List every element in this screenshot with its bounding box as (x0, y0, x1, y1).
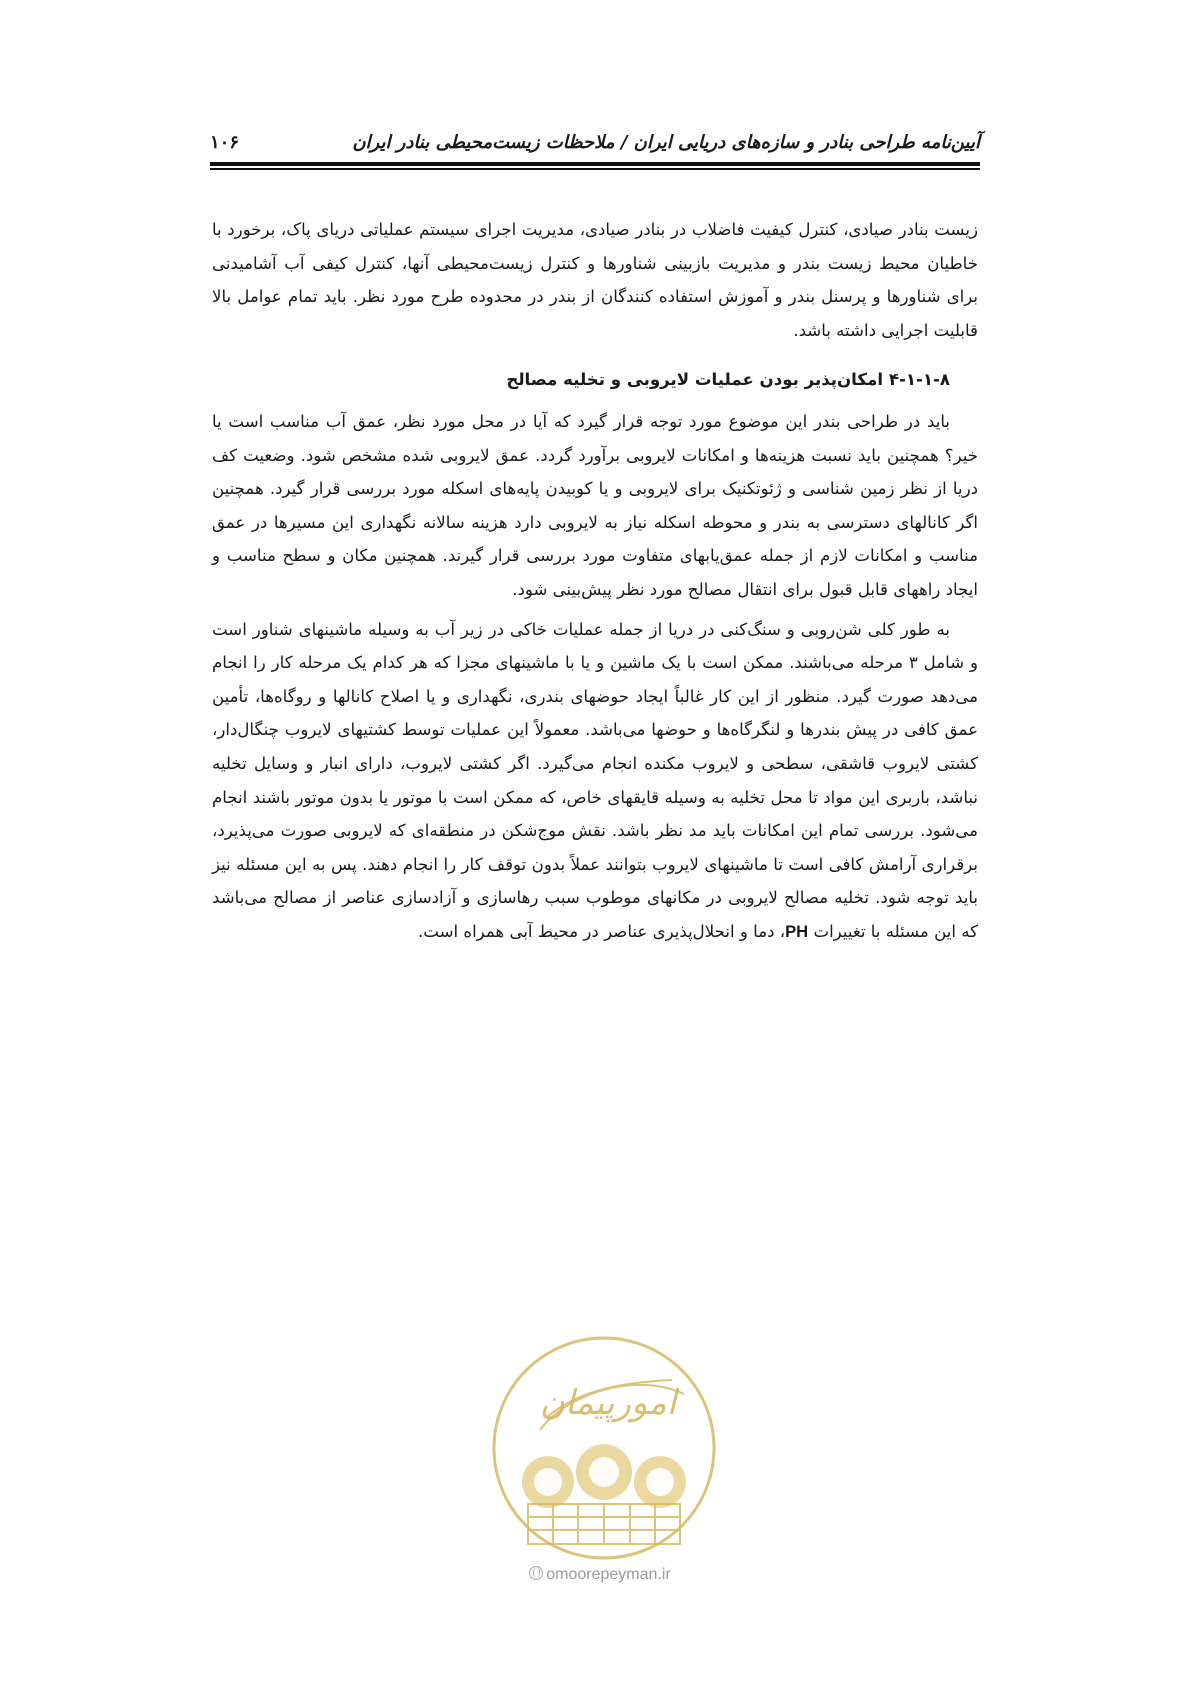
watermark-logo-text: امورپیمان (539, 1383, 677, 1423)
paragraph-1: زیست بنادر صیادی، کنترل کیفیت فاضلاب در بنادر صیادی، مدیریت اجرای سیستم عملیاتی دریای پاک، برخورد با خاطیان محیط زیست بندر و مدیریت بازبینی شناورها و کنترل زیست‌محیطی آنها، کنترل کیفی آب آشامیدنی برای شناورها و پرسنل بندر و آموزش استفاده کنندگان از بندر در محدوده طرح مورد نظر. باید تمام عوامل بالا قابلیت اجرایی داشته باشد. (212, 220, 978, 340)
paragraph-3 (212, 613, 978, 949)
watermark-logo (488, 1332, 720, 1564)
paragraph-3-end: ، دما و انحلال‌پذیری عناصر در محیط آبی همراه است. (418, 921, 786, 941)
watermark-url-text: omoorepeyman.ir (546, 1566, 671, 1583)
globe-icon (529, 1566, 543, 1580)
header-title: آیین‌نامه طراحی بنادر و سازه‌های دریایی ایران / ملاحظات زیست‌محیطی بنادر ایران (352, 132, 980, 153)
header-rule-thick (210, 162, 980, 166)
watermark-url (470, 1566, 730, 1584)
paragraph-3-text: به طور کلی شن‌روبی و سنگ‌کنی در دریا از جمله عملیات خاکی در زیر آب به وسیله ماشینهای شناور است و شامل ۳ مرحله می‌باشند. ممکن است با یک ماشین و یا با ماشینهای مجزا که هر کدام یک مرحله کار را انجام می‌دهد صورت گیرد. منظور از این کار غالباً ایجاد حوضهای بندری، نگهداری و یا اصلاح کانالها و روگاه‌ها، تأمین عمق کافی در پیش بندرها و لنگرگاه‌ها و حوضها می‌باشد. معمولاً این عملیات توسط کشتیهای لایروب چنگال‌دار، کشتی لایروب قاشقی، سطحی و لایروب مکنده انجام می‌گیرد. اگر کشتی لایروب، دارای انبار و وسایل تخلیه نباشد، باربری این مواد تا محل تخلیه به وسیله قایقهای خاص، که ممکن است با موتور یا بدون موتور باشند انجام می‌شود. بررسی تمام این امکانات باید مد نظر باشد. نقش موج‌شکن در منطقه‌ای که لایروبی صورت می‌پذیرد، برقراری آرامش کافی است تا ماشینهای لایروب بتوانند عملاً بدون توقف کار را انجام دهند. پس به این مسئله نیز باید توجه شود. تخلیه مصالح لایروبی در مکانهای موطوب سبب رهاسازی و آزادسازی عناصر از مصالح می‌باشد که این مسئله با تغییرات (212, 619, 978, 941)
running-header (210, 128, 980, 158)
body-text (212, 213, 978, 948)
page-number: ۱۰۶ (210, 132, 240, 153)
section-heading: ۴-۱-۱-۸ امکان‌پذیر بودن عملیات لایروبی و تخلیه مصالح (506, 370, 950, 390)
ph-term: PH (785, 921, 809, 941)
paragraph-2: باید در طراحی بندر این موضوع مورد توجه قرار گیرد که آیا در محل مورد نظر، عمق آب مناسب است یا خیر؟ همچنین باید نسبت هزینه‌ها و امکانات لایروبی برآورد گردد. عمق لایروبی شده مشخص شود. وضعیت کف دریا از نظر زمین شناسی و ژئوتکنیک برای لایروبی و یا کوبیدن پایه‌های اسکله مورد بررسی قرار گیرد. همچنین اگر کانالهای دسترسی به بندر و محوطه اسکله نیاز به لایروبی دارد هزینه سالانه نگهداری این مسیرها در عمق مناسب و امکانات لازم از جمله عمق‌یابهای متفاوت مورد بررسی قرار گیرند. همچنین مکان و سطح مناسب و ایجاد راههای قابل قبول برای انتقال مصالح مورد نظر پیش‌بینی شود. (212, 411, 978, 599)
header-rule-thin (210, 168, 980, 170)
